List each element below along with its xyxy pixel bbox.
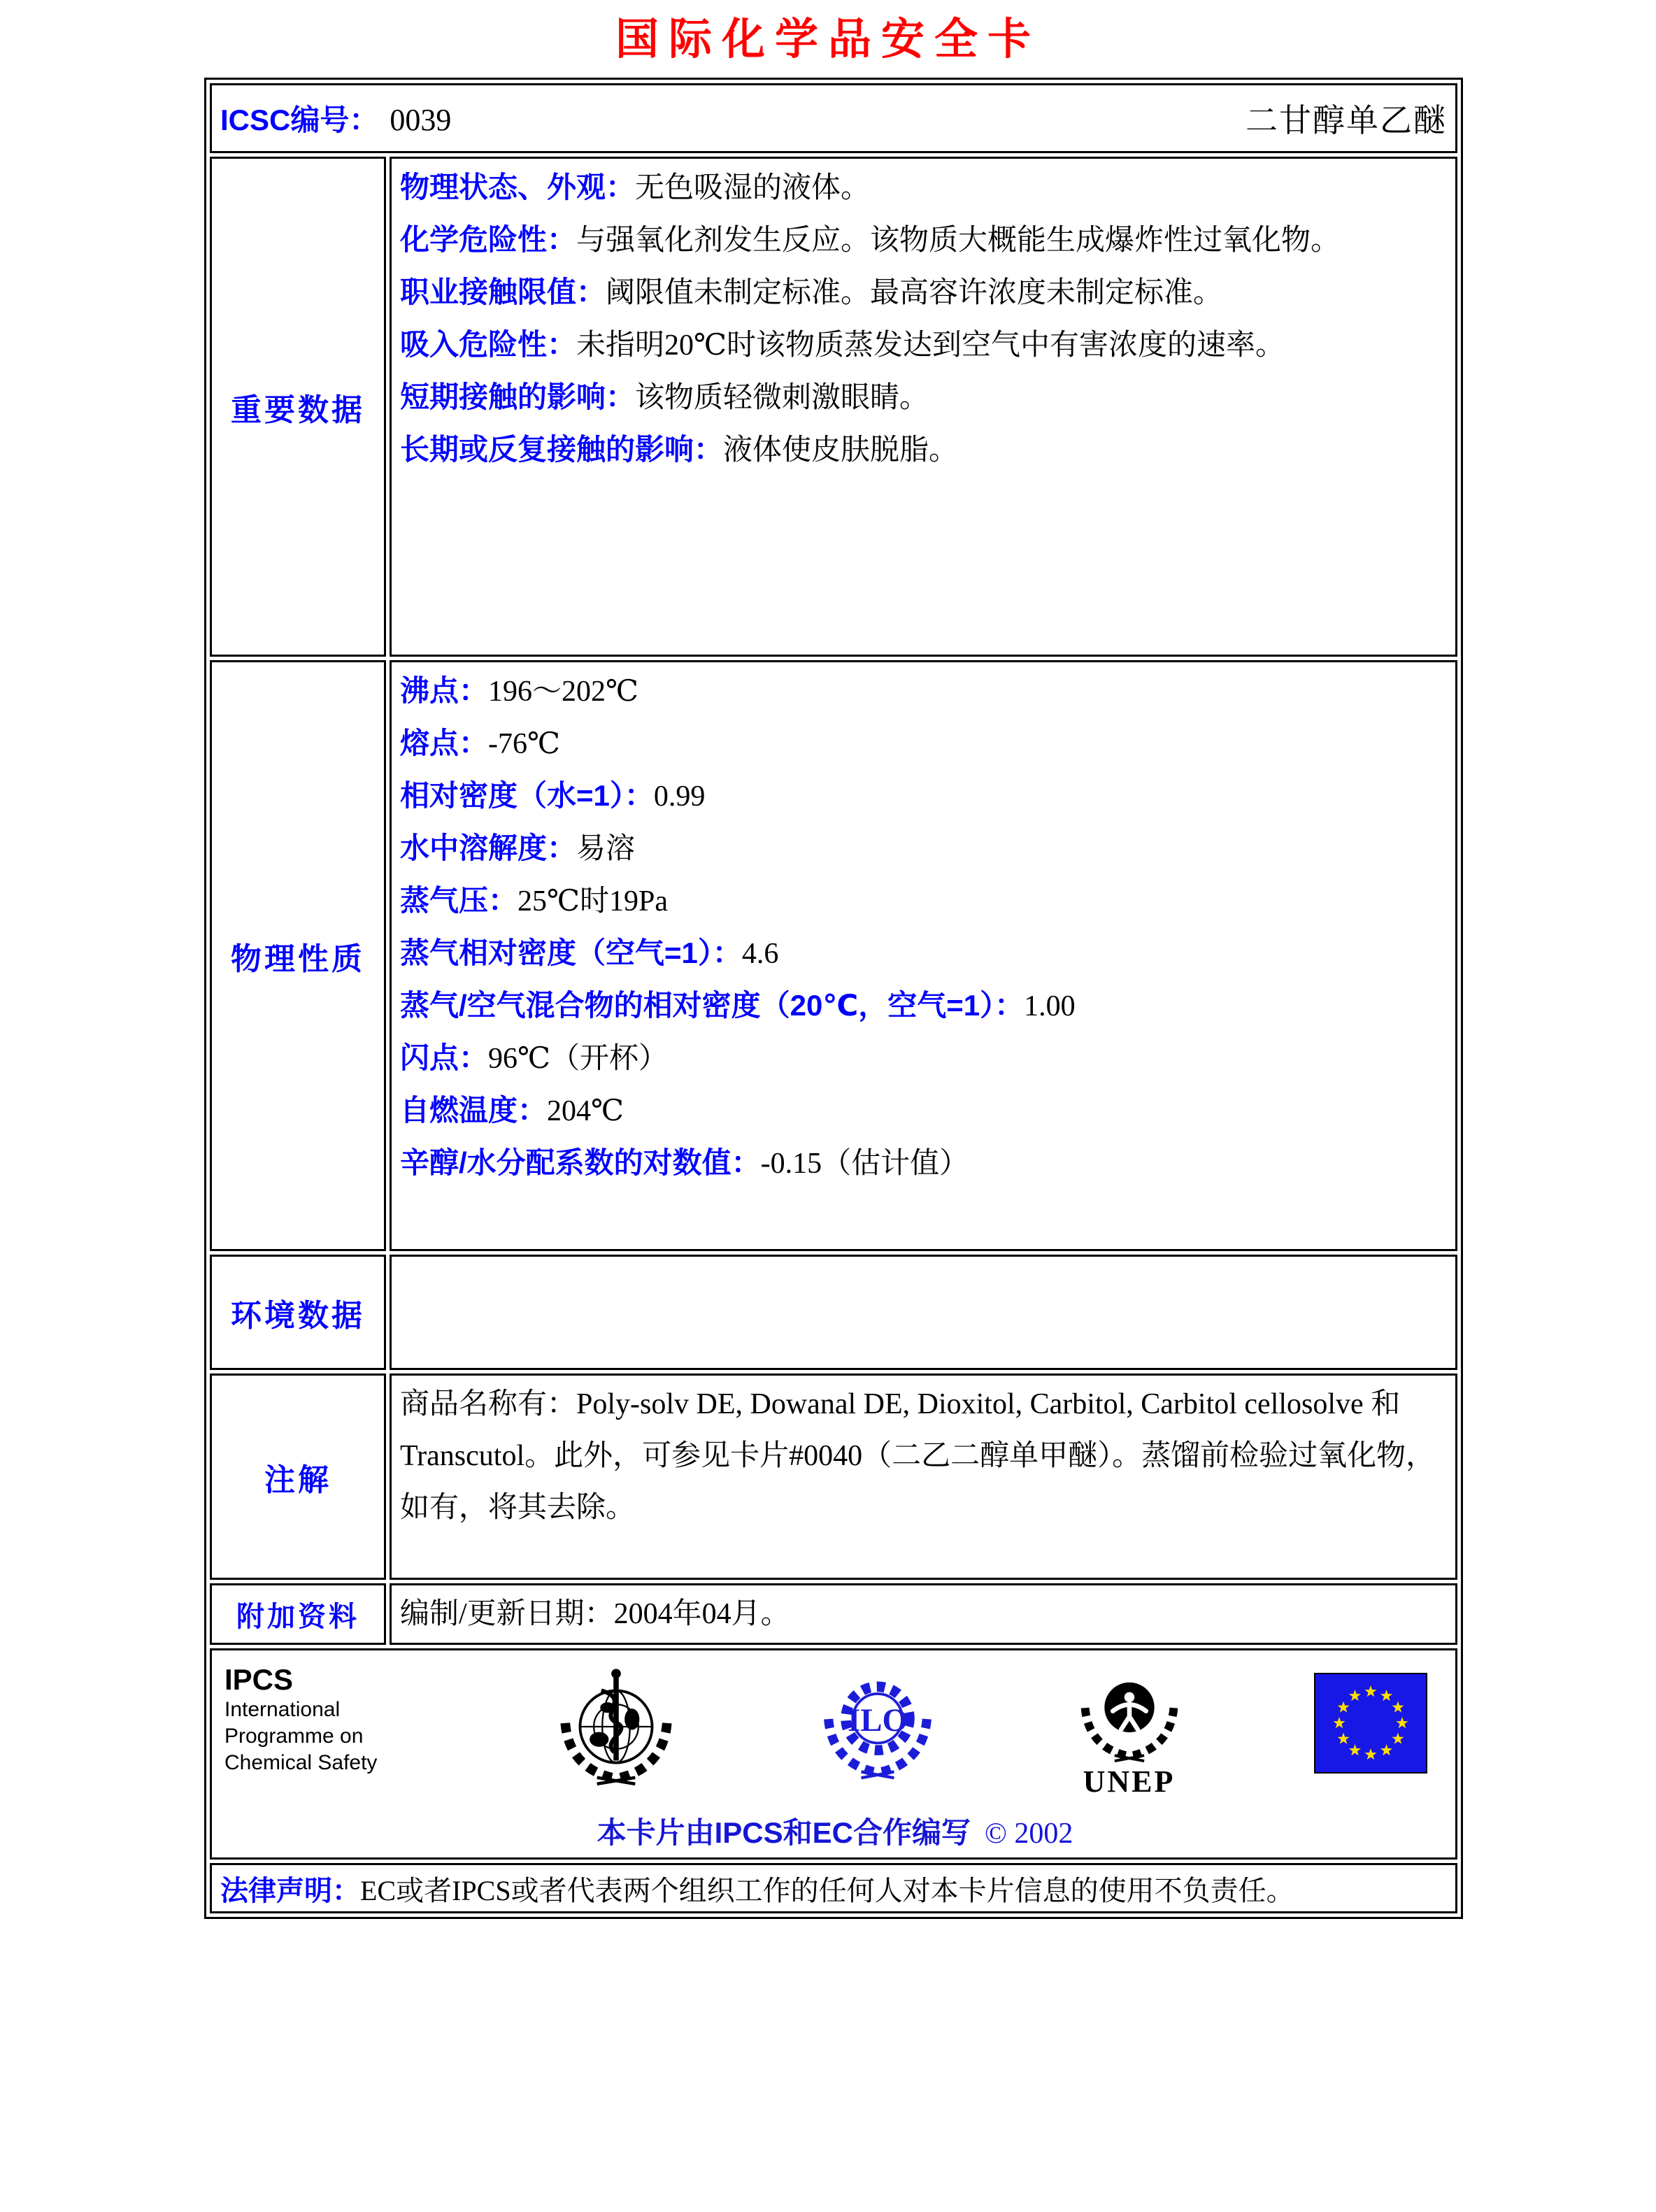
card-header-row xyxy=(210,83,1457,153)
icsc-number-group xyxy=(220,97,451,139)
environmental-data-content xyxy=(390,1255,1457,1370)
section-label-additional-info: 附加资料 xyxy=(210,1583,386,1645)
footer-caption-text: 本卡片由IPCS和EC合作编写 xyxy=(597,1816,971,1849)
important-data-row xyxy=(210,157,1457,657)
section-label-notes: 注解 xyxy=(210,1373,386,1580)
property-item: 自燃温度：204℃ xyxy=(400,1094,624,1127)
property-item: 相对密度（水=1）：0.99 xyxy=(400,779,706,813)
notes-row xyxy=(210,1373,1457,1580)
footer-cell xyxy=(210,1648,1457,1860)
ipcs-title: IPCS xyxy=(224,1663,294,1696)
data-item: 短期接触的影响：该物质轻微刺激眼睛。 xyxy=(400,380,929,414)
data-item: 物理状态、外观：无色吸湿的液体。 xyxy=(400,171,871,204)
legal-label: 法律声明： xyxy=(220,1875,360,1906)
who-emblem-icon xyxy=(550,1663,683,1790)
legal-text: EC或者IPCS或者代表两个组织工作的任何人对本卡片信息的使用不负责任。 xyxy=(360,1874,1294,1906)
important-data-content xyxy=(390,157,1457,657)
ipcs-text-block: IPCS International Programme on Chemical Safety xyxy=(224,1663,420,1776)
property-item: 闪点：96℃（开杯） xyxy=(400,1041,668,1075)
additional-info-content: 编制/更新日期：2004年04月。 xyxy=(390,1583,1457,1645)
legal-cell xyxy=(210,1863,1457,1913)
property-item: 水中溶解度：易溶 xyxy=(400,832,636,865)
additional-info-row xyxy=(210,1583,1457,1645)
page-title: 国际化学品安全卡 xyxy=(615,15,1041,64)
eu-flag-wrap xyxy=(1314,1673,1427,1774)
icsc-number-value: 0039 xyxy=(390,103,452,137)
unep-block xyxy=(1073,1663,1185,1797)
icsc-card-table xyxy=(204,78,1463,1919)
footer-row xyxy=(210,1648,1457,1860)
data-item: 职业接触限值：阈限值未制定标准。最高容许浓度未制定标准。 xyxy=(400,276,1223,309)
svg-text:ILO: ILO xyxy=(847,1701,908,1739)
icsc-number-label: ICSC编号： xyxy=(220,104,379,136)
physical-properties-row xyxy=(210,660,1457,1251)
footer-copyright: © 2002 xyxy=(984,1818,1073,1850)
data-item: 长期或反复接触的影响：液体使皮肤脱脂。 xyxy=(400,433,959,466)
section-label-environmental-data: 环境数据 xyxy=(210,1255,386,1370)
property-item: 辛醇/水分配系数的对数值：-0.15（估计值） xyxy=(400,1146,969,1180)
eu-flag-icon xyxy=(1314,1673,1427,1774)
physical-properties-content xyxy=(390,660,1457,1251)
unep-label: UNEP xyxy=(1083,1764,1176,1799)
unep-emblem-icon xyxy=(1073,1663,1185,1767)
property-item: 蒸气压：25℃时19Pa xyxy=(400,884,668,918)
footer-caption xyxy=(222,1810,1448,1852)
notes-content: 商品名称有：Poly-solv DE, Dowanal DE, Dioxitol, Carbitol, Carbitol cellosolve 和 Transcutol。此外，可参见卡片#0040（二乙二醇单甲醚）。蒸馏前检验过氧化物，如有，将其去除。 xyxy=(390,1373,1457,1580)
ilo-emblem-icon xyxy=(811,1663,944,1786)
card-header-cell xyxy=(210,83,1457,153)
chemical-name: 二甘醇单乙醚 xyxy=(1245,103,1447,138)
environmental-data-row xyxy=(210,1255,1457,1370)
legal-row xyxy=(210,1863,1457,1913)
data-item: 吸入危险性：未指明20℃时该物质蒸发达到空气中有害浓度的速率。 xyxy=(400,328,1285,362)
section-label-important-data: 重要数据 xyxy=(210,157,386,657)
property-item: 沸点：196～202℃ xyxy=(400,674,638,708)
section-label-physical-properties: 物理性质 xyxy=(210,660,386,1251)
data-item: 化学危险性：与强氧化剂发生反应。该物质大概能生成爆炸性过氧化物。 xyxy=(400,223,1341,257)
property-item: 熔点：-76℃ xyxy=(400,727,560,760)
property-item: 蒸气相对密度（空气=1）：4.6 xyxy=(400,936,779,970)
property-item: 蒸气/空气混合物的相对密度（20℃，空气=1）：1.00 xyxy=(400,989,1076,1022)
